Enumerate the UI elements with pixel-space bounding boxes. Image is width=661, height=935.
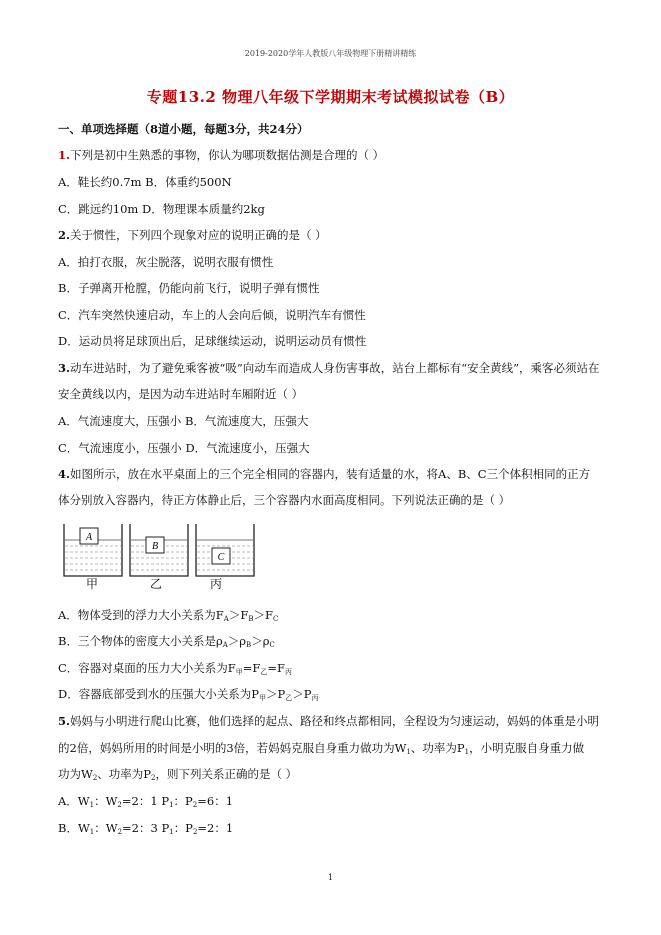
container-label-bing: 丙 (210, 577, 223, 591)
page-title: 专题13.2 物理八年级下学期期末考试模拟试卷（B） (146, 88, 515, 106)
option-a: A．拍打衣服，灰尘脱落，说明衣服有惯性 (58, 255, 274, 269)
option-d: D．容器底部受到水的压强大小关系为$P_甲>P_乙>P_丙$ (58, 687, 319, 702)
option-a: A．物体受到的浮力大小关系为$F_A>F_B>F_C$ (58, 608, 279, 623)
question-stem-cont: 体分别放入容器内，待正方体静止后，三个容器内水面高度相同。下列说法正确的是（ ） (58, 493, 511, 507)
question-2 (58, 227, 618, 243)
option-a: A．$W_1$：$W_2=2$：1 $P_1$：$P_2=6$：1 (58, 794, 234, 809)
cube-label-b: B (151, 541, 159, 552)
question-stem-cont: 的2倍，妈妈所用的时间是小明的3倍，若妈妈克服自身重力做功为$W_1$、功率为$P_1$，小明克服自身重力做 (58, 741, 585, 756)
question-number: 5. (58, 714, 71, 728)
question-stem: 如图所示，放在水平桌面上的三个完全相同的容器内，装有适量的水，将A、B、C三个体积相同的正方 (70, 467, 591, 481)
option-a-b: A．气流速度大，压强小 B．气流速度大，压强大 (58, 414, 309, 428)
question-number: 4. (58, 467, 71, 481)
page-header: 2019-2020学年人教版八年级物理下册精讲精练 (244, 49, 417, 58)
cube-label-a: A (85, 532, 93, 543)
question-stem-cont: 功为$W_2$、功率为$P_2$，则下列关系正确的是（ ） (58, 767, 298, 782)
page-number: 1 (327, 873, 334, 882)
option-b: B．$W_1$：$W_2=2$：3 $P_1$：$P_2=2$：1 (58, 821, 234, 836)
option-b: B．子弹离开枪膛，仍能向前飞行，说明子弹有惯性 (58, 281, 320, 295)
question-3 (58, 360, 618, 376)
question-stem-cont: 安全黄线以内，是因为动车进站时车厢附近（ ） (58, 387, 304, 401)
option-c: C．汽车突然快速启动，车上的人会向后倾，说明汽车有惯性 (58, 308, 366, 322)
container-label-jia: 甲 (86, 577, 99, 591)
option-c-d: C．跳远约10m D．物理课本质量约2kg (58, 202, 265, 216)
question-1 (58, 147, 618, 163)
option-c-d: C．气流速度小，压强小 D．气流速度小，压强大 (58, 441, 310, 455)
question-stem: 关于惯性，下列四个现象对应的说明正确的是（ ） (70, 228, 327, 242)
question-stem: 下列是初中生熟悉的事物，你认为哪项数据估测是合理的（ ） (70, 148, 385, 162)
cube-label-c: C (217, 552, 225, 563)
container-jia (64, 524, 122, 576)
option-d: D．运动员将足球顶出后，足球继续运动，说明运动员有惯性 (58, 334, 367, 348)
container-bing (196, 524, 254, 576)
option-a-b: A．鞋长约0.7m B．体重约500N (58, 175, 232, 189)
question-stem: 妈妈与小明进行爬山比赛，他们选择的起点、路径和终点都相同，全程设为匀速运动，妈妈的体重是小明 (70, 714, 600, 728)
option-c: C．容器对桌面的压力大小关系为$F_甲=F_乙=F_丙$ (58, 661, 293, 676)
container-yi (130, 524, 188, 576)
container-label-yi: 乙 (150, 577, 163, 591)
question-number: 1. (58, 148, 71, 162)
question-5 (58, 713, 618, 729)
question-4 (58, 466, 618, 482)
question-number: 2. (58, 228, 71, 242)
question-number: 3. (58, 361, 71, 375)
option-b: B．三个物体的密度大小关系是$\rho_A>\rho_B>\rho_C$ (58, 634, 275, 649)
section-heading: 一、单项选择题（8道小题，每题3分，共24分） (58, 122, 309, 136)
question-stem: 动车进站时，为了避免乘客被“吸”向动车而造成人身伤害事故，站台上都标有“安全黄线”，乘客必须站在 (70, 361, 600, 375)
